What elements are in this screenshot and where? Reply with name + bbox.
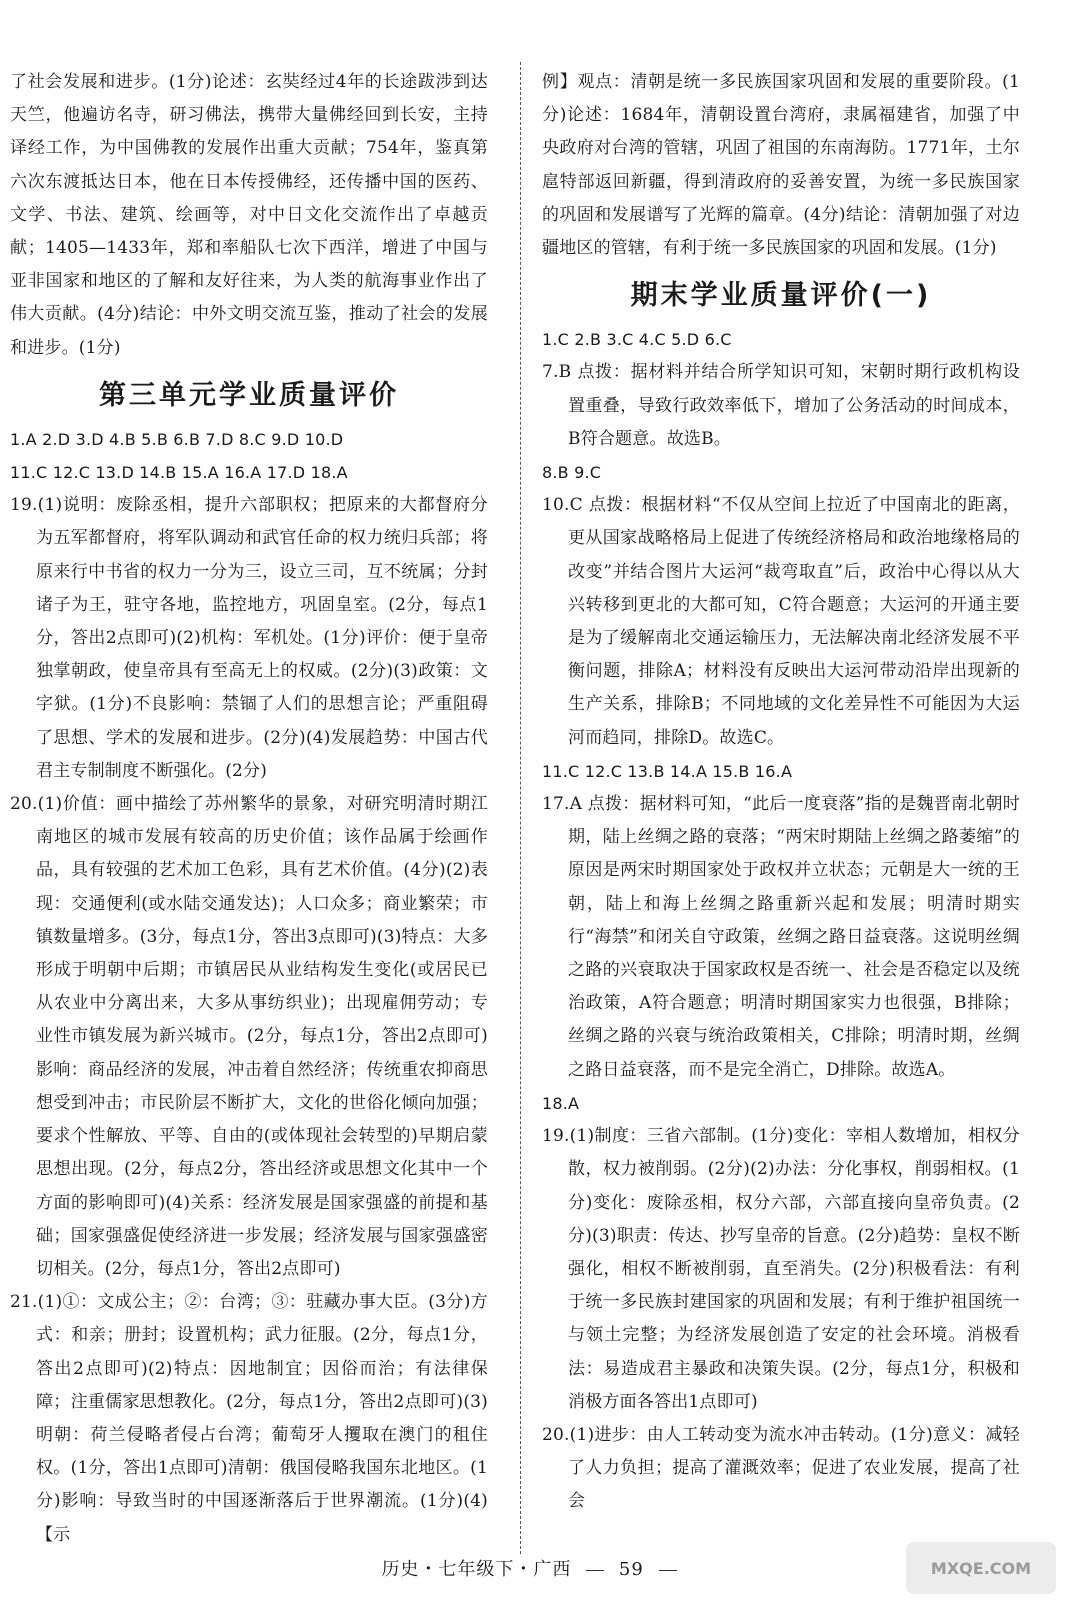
- answer-line-18: 18.A: [542, 1093, 580, 1113]
- footer-page-number: 59: [618, 1559, 644, 1580]
- footer-dash-left: [586, 1570, 604, 1571]
- answer-line-1-6: 1.C 2.B 3.C 4.C 5.D 6.C: [542, 330, 732, 350]
- answer-line-11-16: 11.C 12.C 13.B 14.A 15.B 16.A: [542, 761, 793, 781]
- left-column: [10, 66, 488, 1552]
- right-item-17: 17.A 点拨：据材料可知，“此后一度衰落”指的是魏晋南北朝时期，陆上丝绸之路的衰落；“两宋时期陆上丝绸之路萎缩”的原因是两宋时期国家处于政权并立状态；元朝是大一统的王朝，陆上和海上丝绸之路重新兴起和发展；明清时期实行“海禁”和闭关自守政策，丝绸之路日益衰落。这说明丝绸之路的兴衰取决于国家政权是否统一、社会是否稳定以及统治政策，A符合题意；明清时期国家实力也很强，B排除；丝绸之路的兴衰与统治政策相关，C排除；明清时期，丝绸之路日益衰落，而不是完全消亡，D排除。故选A。: [542, 794, 1020, 1080]
- left-item-21: 21.(1)①：文成公主；②：台湾；③：驻藏办事大臣。(3分)方式：和亲；册封；设置机构；武力征服。(2分，每点1分，答出2点即可)(2)特点：因地制宜；因俗而治；有法律保障；注重儒家思想教化。(2分，每点1分，答出2点即可)(3)明朝：荷兰侵略者侵占台湾；葡萄牙人攫取在澳门的租住权。(1分，答出1点即可)清朝：俄国侵略我国东北地区。(1分)影响：导致当时的中国逐渐落后于世界潮流。(1分)(4)【示: [10, 1292, 488, 1545]
- answer-line-1: 1.A 2.D 3.D 4.B 5.B 6.B 7.D 8.C 9.D 10.D: [10, 429, 344, 449]
- column-divider: [520, 62, 521, 1554]
- right-intro-paragraph: 例】观点：清朝是统一多民族国家巩固和发展的重要阶段。(1分)论述：1684年，清朝设置台湾府，隶属福建省，加强了中央政府对台湾的管辖，巩固了祖国的东南海防。1771年，土尔扈特部返回新疆，得到清政府的妥善安置，为统一多民族国家的巩固和发展谱写了光辉的篇章。(4分)结论：清朝加强了对边疆地区的管辖，有利于统一多民族国家的巩固和发展。(1分): [542, 72, 1020, 259]
- right-item-20: 20.(1)进步：由人工转动变为流水冲击转动。(1分)意义：减轻了人力负担；提高了灌溉效率；促进了农业发展，提高了社会: [542, 1424, 1020, 1512]
- left-item-19: 19.(1)说明：废除丞相，提升六部职权；把原来的大都督府分为五军都督府，将军队调动和武官任命的权力统归兵部；将原来行中书省的权力一分为三，设立三司，互不统属；分封诸子为王，驻守各地，监控地方，巩固皇室。(2分，每点1分，答出2点即可)(2)机构：军机处。(1分)评价：便于皇帝独掌朝政，使皇帝具有至高无上的权威。(2分)(3)政策：文字狱。(1分)不良影响：禁锢了人们的思想言论；严重阻碍了思想、学术的发展和进步。(2分)(4)发展趋势：中国古代君主专制制度不断强化。(2分): [10, 495, 488, 781]
- right-item-19: 19.(1)制度：三省六部制。(1分)变化：宰相人数增加，相权分散，权力被削弱。(2分)(2)办法：分化事权，削弱相权。(1分)变化：废除丞相，权分六部，六部直接向皇帝负责。(2分)(3)职责：传达、抄写皇帝的旨意。(2分)趋势：皇权不断强化，相权不断被削弱，直至消失。(2分)积极看法：有利于统一多民族封建国家的巩固和发展；有利于维护祖国统一与领土完整；为经济发展创造了安定的社会环境。消极看法：易造成君主暴政和决策失误。(2分，每点1分，积极和消极方面各答出1点即可): [542, 1126, 1020, 1412]
- section-heading-unit-three: 第三单元学业质量评价: [99, 379, 399, 411]
- answer-line-2: 11.C 12.C 13.D 14.B 15.A 16.A 17.D 18.A: [10, 463, 348, 483]
- left-item-20: 20.(1)价值：画中描绘了苏州繁华的景象，对研究明清时期江南地区的城市发展有较高的历史价值；该作品属于绘画作品，具有较强的艺术加工色彩，具有艺术价值。(4分)(2)表现：交通便利(或水陆交通发达)；人口众多；商业繁荣；市镇数量增多。(3分，每点1分，答出3点即可)(3)特点：大多形成于明朝中后期；市镇居民从业结构发生变化(或居民已从农业中分离出来，大多从事纺织业)；出现雇佣劳动；专业性市镇发展为新兴城市。(2分，每点1分，答出2点即可)影响：商品经济的发展，冲击着自然经济；传统重农抑商思想受到冲击；市民阶层不断扩大，文化的世俗化倾向加强；要求个性解放、平等、自由的(或体现社会转型的)早期启蒙思想出现。(2分，每点2分，答出经济或思想文化其中一个方面的影响即可)(4)关系：经济发展是国家强盛的前提和基础；国家强盛促使经济进一步发展；经济发展与国家强盛密切相关。(2分，每点1分，答出2点即可): [10, 794, 488, 1279]
- footer-dash-right: [659, 1570, 677, 1571]
- footer-subject: 历史・七年级下・广西: [381, 1559, 572, 1580]
- section-heading-final-exam: 期末学业质量评价(一): [630, 280, 932, 312]
- right-item-10: 10.C 点拨：根据材料“不仅从空间上拉近了中国南北的距离，更从国家战略格局上促进了传统经济格局和政治地缘格局的改变”并结合图片大运河“裁弯取直”后，政治中心得以从大兴转移到更北的大都可知，C符合题意；大运河的开通主要是为了缓解南北交通运输压力，无法解决南北经济发展不平衡问题，排除A；材料没有反映出大运河带动沿岸出现新的生产关系，排除B；不同地域的文化差异性不可能因为大运河而趋同，排除D。故选C。: [542, 495, 1020, 748]
- site-watermark: MXQE.COM: [906, 1542, 1056, 1594]
- right-item-7: 7.B 点拨：据材料并结合所学知识可知，宋朝时期行政机构设置重叠，导致行政效率低下，增加了公务活动的时间成本，B符合题意。故选B。: [542, 362, 1020, 449]
- answer-line-8-9: 8.B 9.C: [542, 463, 602, 483]
- left-intro-paragraph: 了社会发展和进步。(1分)论述：玄奘经过4年的长途跋涉到达天竺，他遍访名寺，研习佛法，携带大量佛经回到长安，主持译经工作，为中国佛教的发展作出重大贡献；754年，鉴真第六次东渡抵达日本，他在日本传授佛经，还传播中国的医药、文学、书法、建筑、绘画等，对中日文化交流作出了卓越贡献；1405—1433年，郑和率船队七次下西洋，增进了中国与亚非国家和地区的了解和友好往来，为人类的航海事业作出了伟大贡献。(4分)结论：中外文明交流互鉴，推动了社会的发展和进步。(1分): [10, 72, 488, 358]
- right-column: [542, 66, 1020, 1519]
